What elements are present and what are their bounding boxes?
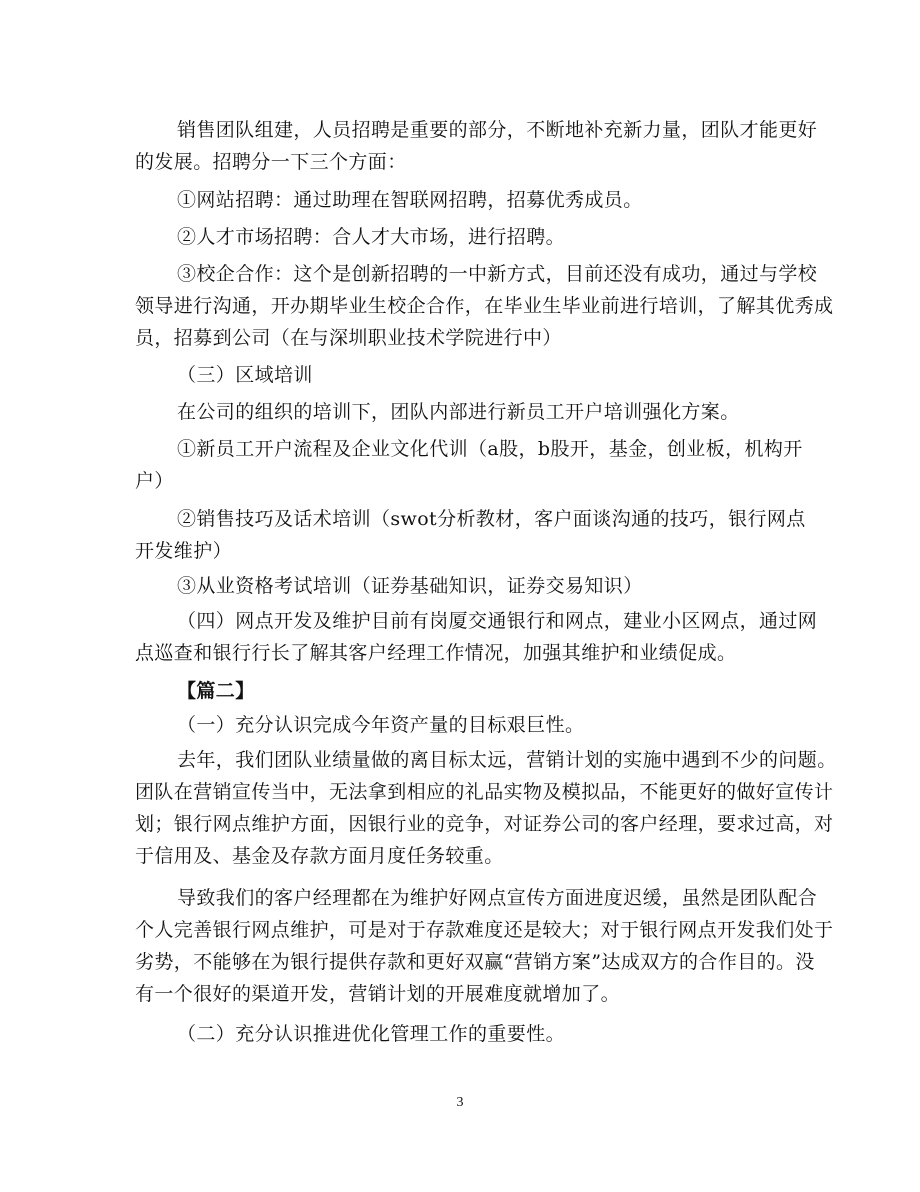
- paragraph-progress-delays: [135, 882, 834, 1010]
- paragraph-team-building: [135, 114, 818, 178]
- text-line: 导致我们的客户经理都在为维护好网点宣传方面进度迟缓，虽然是团队配合: [177, 887, 818, 909]
- section-heading-asset-target: [135, 709, 795, 741]
- text-line: 在公司的组织的培训下，团队内部进行新员工开户培训强化方案。: [177, 401, 740, 423]
- page-number: 3: [456, 1095, 464, 1110]
- text-line: 开发维护）: [135, 540, 233, 562]
- text-line: 有一个很好的渠道开发，营销计划的开展难度就增加了。: [135, 983, 621, 1005]
- paragraph-sales-skills-training: [135, 503, 806, 567]
- text-line: ③校企合作：这个是创新招聘的一中新方式，目前还没有成功，通过与学校: [177, 263, 818, 285]
- text-line: 划；银行网点维护方面，因银行业的竞争，对证券公司的客户经理，要求过高，对: [135, 813, 834, 835]
- text-line: 于信用及、基金及存款方面月度任务较重。: [135, 845, 504, 867]
- paragraph-account-opening-training: [135, 433, 803, 497]
- text-line: ②销售技巧及话术培训（swot分析教材，客户面谈沟通的技巧，银行网点: [177, 508, 806, 530]
- section-heading-management: [135, 1018, 795, 1050]
- paragraph-qualification-training: [135, 570, 795, 602]
- text-line: （二）充分认识推进优化管理工作的重要性。: [177, 1023, 566, 1045]
- text-line: （三）区域培训: [177, 364, 313, 386]
- text-line: 个人完善银行网点维护，可是对于存款难度还是较大；对于银行网点开发我们处于: [135, 919, 834, 941]
- text-line: 【篇二】: [177, 680, 255, 702]
- paragraph-talent-market: [135, 221, 795, 253]
- paragraph-branch-development: [135, 605, 818, 669]
- paragraph-training-intro: [135, 396, 795, 428]
- text-line: ①新员工开户流程及企业文化代训（a股，b股开，基金，创业板，机构开: [177, 438, 803, 460]
- text-line: 点巡查和银行行长了解其客户经理工作情况，加强其维护和业绩促成。: [135, 642, 737, 664]
- text-line: 户）: [135, 470, 174, 492]
- text-line: 的发展。招聘分一下三个方面：: [135, 151, 407, 173]
- text-line: 销售团队组建，人员招聘是重要的部分，不断地补充新力量，团队才能更好: [177, 119, 818, 141]
- paragraph-website-recruiting: [135, 184, 795, 216]
- text-line: 劣势，不能够在为银行提供存款和更好双赢“营销方案”达成双方的合作目的。没: [135, 951, 815, 973]
- text-line: 去年，我们团队业绩量做的离目标太远，营销计划的实施中遇到不少的问题。: [177, 749, 837, 771]
- text-line: （四）网点开发及维护目前有岗厦交通银行和网点，建业小区网点，通过网: [177, 610, 818, 632]
- section-heading-regional-training: [135, 359, 795, 391]
- paragraph-last-year-review: [135, 744, 837, 872]
- text-line: 团队在营销宣传当中，无法拿到相应的礼品实物及模拟品，不能更好的做好宣传计: [135, 781, 834, 803]
- text-line: ②人才市场招聘：合人才大市场，进行招聘。: [177, 226, 566, 248]
- text-line: 员，招募到公司（在与深圳职业技术学院进行中）: [135, 327, 562, 349]
- text-line: ①网站招聘：通过助理在智联网招聘，招募优秀成员。: [177, 189, 643, 211]
- text-line: （一）充分认识完成今年资产量的目标艰巨性。: [177, 714, 585, 736]
- section-heading-part-two: [135, 675, 795, 707]
- paragraph-school-enterprise: [135, 258, 834, 354]
- text-line: ③从业资格考试培训（证券基础知识，证券交易知识）: [177, 575, 643, 597]
- text-line: 领导进行沟通，开办期毕业生校企合作，在毕业生毕业前进行培训，了解其优秀成: [135, 295, 834, 317]
